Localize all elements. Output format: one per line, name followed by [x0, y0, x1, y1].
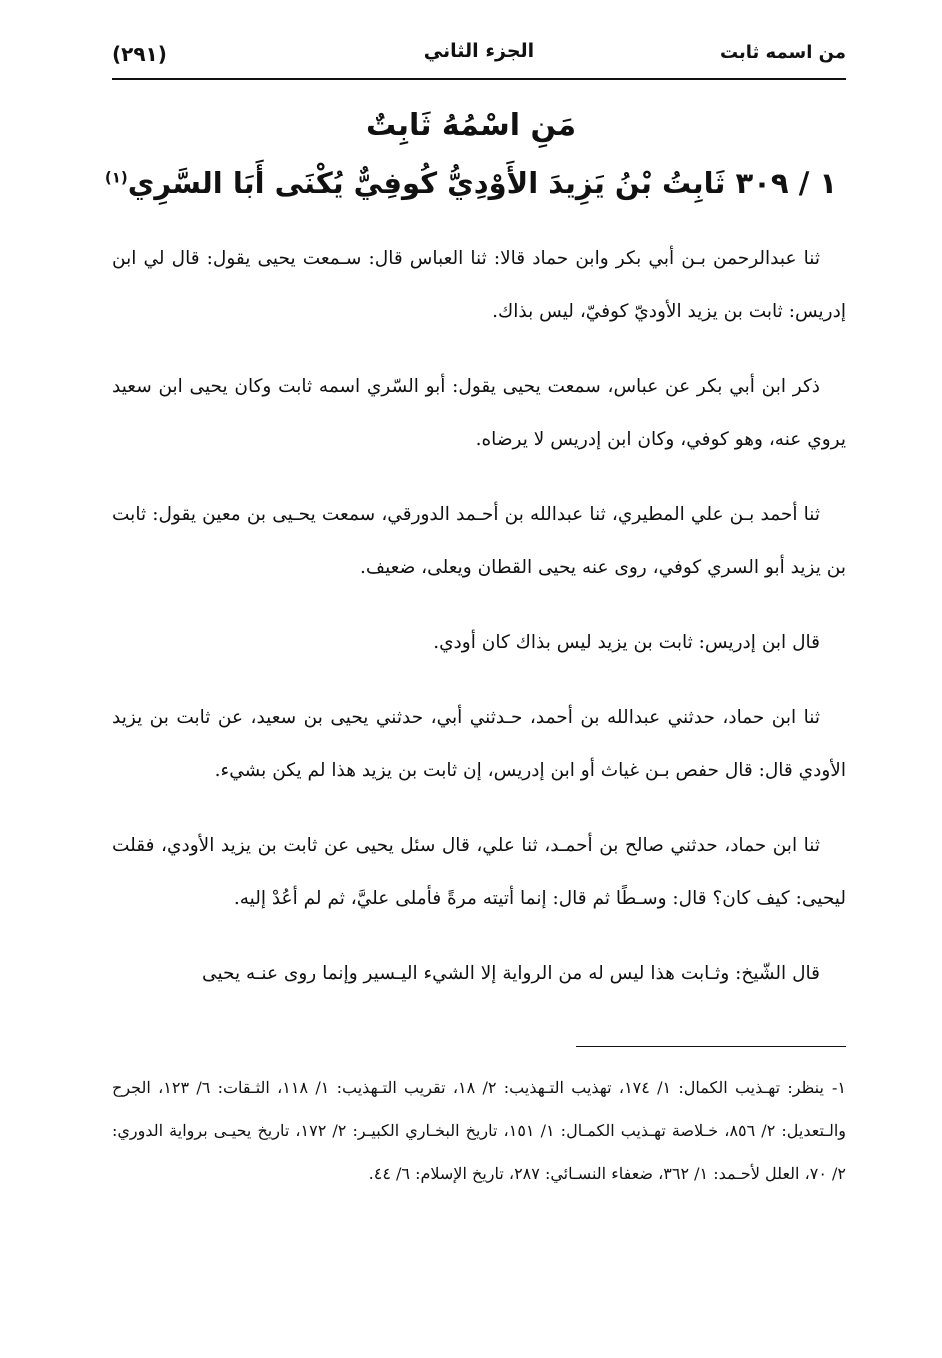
- paragraph: ثنا عبدالرحمن بـن أبي بكر وابن حماد قالا: ثنا العباس قال: سـمعت يحيى يقول: قال لي ابن إدريس: ثابت بن يزيد الأوديّ كوفيّ، ليس بذاك.: [112, 248, 846, 322]
- footnote-text: ينظر: تهـذيب الكمال: ١/ ١٧٤، تهذيب التـهذيب: ٢/ ١٨، تقريب التـهذيب: ١/ ١١٨، الثـقات: ٦/ ١٢٣، الجرح والـتعديل: ٢/ ٨٥٦، خـلاصة تهـذيب الكمـال: ١/ ١٥١، تاريخ البخـاري الكبيـر: ٢/ ١٧٢، تاريخ يحيـى برواية الدوري: ٢/ ٧٠، العلل لأحـمد: ١/ ٣٦٢، ضعفاء النسـائي: ٢٨٧، تاريخ الإسلام: ٦/ ٤٤.: [112, 1078, 847, 1183]
- footnote-number: ١-: [831, 1078, 846, 1097]
- header-rule: [112, 78, 846, 80]
- paragraph: ثنا ابن حماد، حدثني صالح بن أحمـد، ثنا علي، قال سئل يحيى عن ثابت بن يزيد الأودي، فقلت ليحيى: كيف كان؟ قال: وسـطًا ثم قال: إنما أتيته مرةً فأملى عليَّ، ثم لم أعُدْ إليه.: [112, 835, 846, 909]
- running-header: [112, 36, 846, 76]
- page-number: (٢٩١): [112, 42, 167, 66]
- running-header-section: من اسمه ثابت: [719, 42, 846, 63]
- footnote-reference: (١): [104, 168, 128, 187]
- footnote-separator: [576, 1046, 846, 1047]
- paragraph: ذكر ابن أبي بكر عن عباس، سمعت يحيى يقول: أبو السّري اسمه ثابت وكان يحيى ابن سعيد يروي عنه، وهو كوفي، وكان ابن إدريس لا يرضاه.: [112, 376, 846, 450]
- entry-title-text: ١ / ٣٠٩ ثَابِتُ بْنُ يَزِيدَ الأَوْدِيُّ كُوفِيٌّ يُكْنَى أَبَا السَّرِي: [127, 166, 838, 200]
- section-title: مَنِ اسْمُهُ ثَابِتٌ: [365, 108, 577, 143]
- footnote: [112, 1066, 846, 1195]
- paragraph: قال الشّيخ: وثـابت هذا ليس له من الرواية إلا الشيء اليـسير وإنما روى عنـه يحيى: [202, 963, 820, 984]
- paragraph: قال ابن إدريس: ثابت بن يزيد ليس بذاك كان أودي.: [433, 632, 820, 653]
- entry-title: [96, 166, 846, 200]
- running-header-part: الجزء الثاني: [423, 40, 535, 62]
- body-text: [112, 232, 846, 1022]
- paragraph: ثنا أحمد بـن علي المطيري، ثنا عبدالله بن أحـمد الدورقي، سمعت يحـيى بن معين يقول: ثابت بن يزيد أبو السري كوفي، روى عنه يحيى القطان ويعلى، ضعيف.: [112, 504, 846, 578]
- paragraph: ثنا ابن حماد، حدثني عبدالله بن أحمد، حـدثني أبي، حدثني يحيى بن سعيد، عن ثابت بن يزيد الأودي قال: قال حفص بـن غياث أو ابن إدريس، إن ثابت بن يزيد هذا لم يكن بشيء.: [112, 707, 846, 781]
